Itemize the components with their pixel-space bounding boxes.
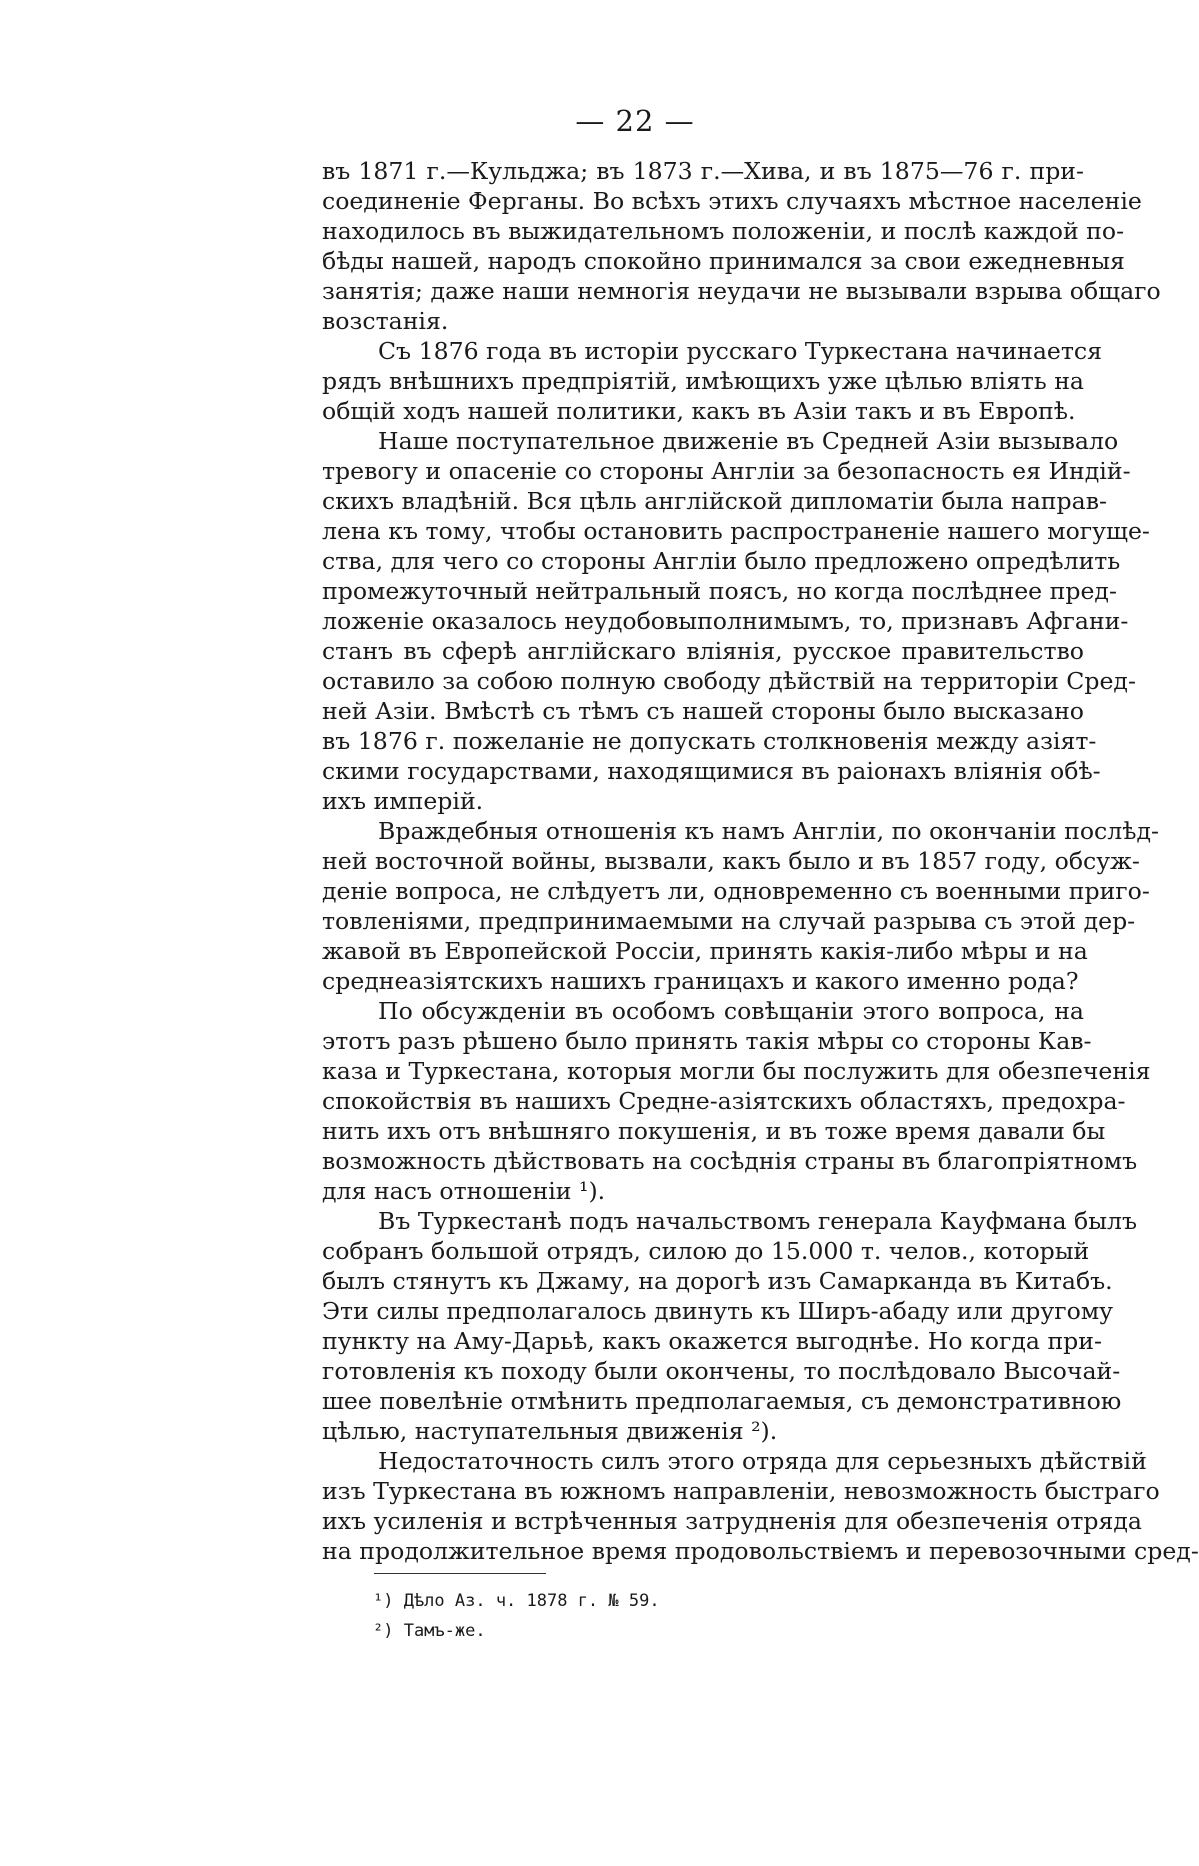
text-line: ней восточной войны, вызвали, какъ было и въ 1857 году, обсуж- (322, 847, 1140, 875)
text-line: Наше поступательное движеніе въ Средней Азіи вызывало (378, 427, 1119, 455)
text-line: для насъ отношеніи ¹). (322, 1177, 606, 1205)
text-line: По обсужденіи въ особомъ совѣщаніи этого вопроса, на (378, 997, 1084, 1025)
text-line: Въ Туркестанѣ подъ начальствомъ генерала Кауфмана былъ (378, 1207, 1138, 1235)
text-line: соединеніе Ферганы. Во всѣхъ этихъ случаяхъ мѣстное населеніе (322, 187, 1142, 215)
footnote: ¹) Дѣло Аз. ч. 1878 г. № 59. (373, 1591, 660, 1611)
text-line: ихъ имперій. (322, 787, 484, 815)
text-line: Недостаточность силъ этого отряда для серьезныхъ дѣйствій (378, 1447, 1147, 1475)
page-number: — 22 — (575, 104, 695, 138)
text-line: собранъ большой отрядъ, силою до 15.000 т. челов., который (322, 1237, 1090, 1265)
text-line: былъ стянутъ къ Джаму, на дорогѣ изъ Самарканда въ Китабъ. (322, 1267, 1113, 1295)
body-text (322, 156, 1199, 1566)
text-line: среднеазіятскихъ нашихъ границахъ и какого именно рода? (322, 967, 1079, 995)
text-line: промежуточный нейтральный поясъ, но когда послѣднее пред- (322, 577, 1117, 605)
text-line: въ 1876 г. пожеланіе не допускать столкновенія между азіят- (322, 727, 1097, 755)
text-line: Враждебныя отношенія къ намъ Англіи, по окончаніи послѣд- (378, 817, 1159, 845)
text-line: возможность дѣйствовать на сосѣднія страны въ благопріятномъ (322, 1147, 1138, 1175)
text-line: товленіями, предпринимаемыми на случай разрыва съ этой дер- (322, 907, 1136, 935)
text-line: деніе вопроса, не слѣдуетъ ли, одновременно съ военными приго- (322, 877, 1150, 905)
footnotes (373, 1586, 660, 1646)
text-line: возстанія. (322, 307, 449, 335)
text-line: нить ихъ отъ внѣшняго покушенія, и въ тоже время давали бы (322, 1117, 1106, 1145)
text-line: лена къ тому, чтобы остановить распространеніе нашего могуще- (322, 517, 1150, 545)
text-line: станъ въ сферѣ англійскаго вліянія, русское правительство (322, 637, 1084, 665)
text-line: ства, для чего со стороны Англіи было предложено опредѣлить (322, 547, 1121, 575)
text-line: этотъ разъ рѣшено было принять такія мѣры со стороны Кав- (322, 1027, 1092, 1055)
text-line: Съ 1876 года въ исторіи русскаго Туркестана начинается (378, 337, 1102, 365)
text-line: бѣды нашей, народъ спокойно принимался за свои ежедневныя (322, 247, 1125, 275)
text-line: въ 1871 г.—Кульджа; въ 1873 г.—Хива, и въ 1875—76 г. при- (322, 157, 1084, 185)
text-line: скими государствами, находящимися въ раіонахъ вліянія обѣ- (322, 757, 1101, 785)
text-line: скихъ владѣній. Вся цѣль англійской дипломатіи была направ- (322, 487, 1107, 515)
text-line: занятія; даже наши немногія неудачи не вызывали взрыва общаго (322, 277, 1161, 305)
text-line: шее повелѣніе отмѣнить предполагаемыя, съ демонстративною (322, 1387, 1122, 1415)
text-line: пункту на Аму-Дарьѣ, какъ окажется выгоднѣе. Но когда при- (322, 1327, 1102, 1355)
text-line: цѣлью, наступательныя движенія ²). (322, 1417, 778, 1445)
text-line: общій ходъ нашей политики, какъ въ Азіи такъ и въ Европѣ. (322, 397, 1076, 425)
text-line: рядъ внѣшнихъ предпріятій, имѣющихъ уже цѣлью вліять на (322, 367, 1084, 395)
text-line: жавой въ Европейской Россіи, принять какія-либо мѣры и на (322, 937, 1088, 965)
text-line: каза и Туркестана, которыя могли бы послужить для обезпеченія (322, 1057, 1151, 1085)
text-line: готовленія къ походу были окончены, то послѣдовало Высочай- (322, 1357, 1121, 1385)
text-line: спокойствія въ нашихъ Средне-азіятскихъ областяхъ, предохра- (322, 1087, 1126, 1115)
text-line: Эти силы предполагалось двинуть къ Ширъ-абаду или другому (322, 1297, 1114, 1325)
text-line: изъ Туркестана въ южномъ направленіи, невозможность быстраго (322, 1477, 1160, 1505)
footnote: ²) Тамъ-же. (373, 1621, 486, 1641)
text-line: оставило за собою полную свободу дѣйствій на территоріи Сред- (322, 667, 1136, 695)
text-line: ложеніе оказалось неудобовыполнимымъ, то, признавъ Афгани- (322, 607, 1129, 635)
text-line: ней Азіи. Вмѣстѣ съ тѣмъ съ нашей стороны было высказано (322, 697, 1084, 725)
footnote-divider (374, 1573, 546, 1574)
text-line: находилось въ выжидательномъ положеніи, и послѣ каждой по- (322, 217, 1125, 245)
text-line: тревогу и опасеніе со стороны Англіи за безопасность ея Индій- (322, 457, 1131, 485)
text-line: на продолжительное время продовольствіемъ и перевозочными сред- (322, 1537, 1199, 1565)
text-line: ихъ усиленія и встрѣченныя затрудненія для обезпеченія отряда (322, 1507, 1142, 1535)
